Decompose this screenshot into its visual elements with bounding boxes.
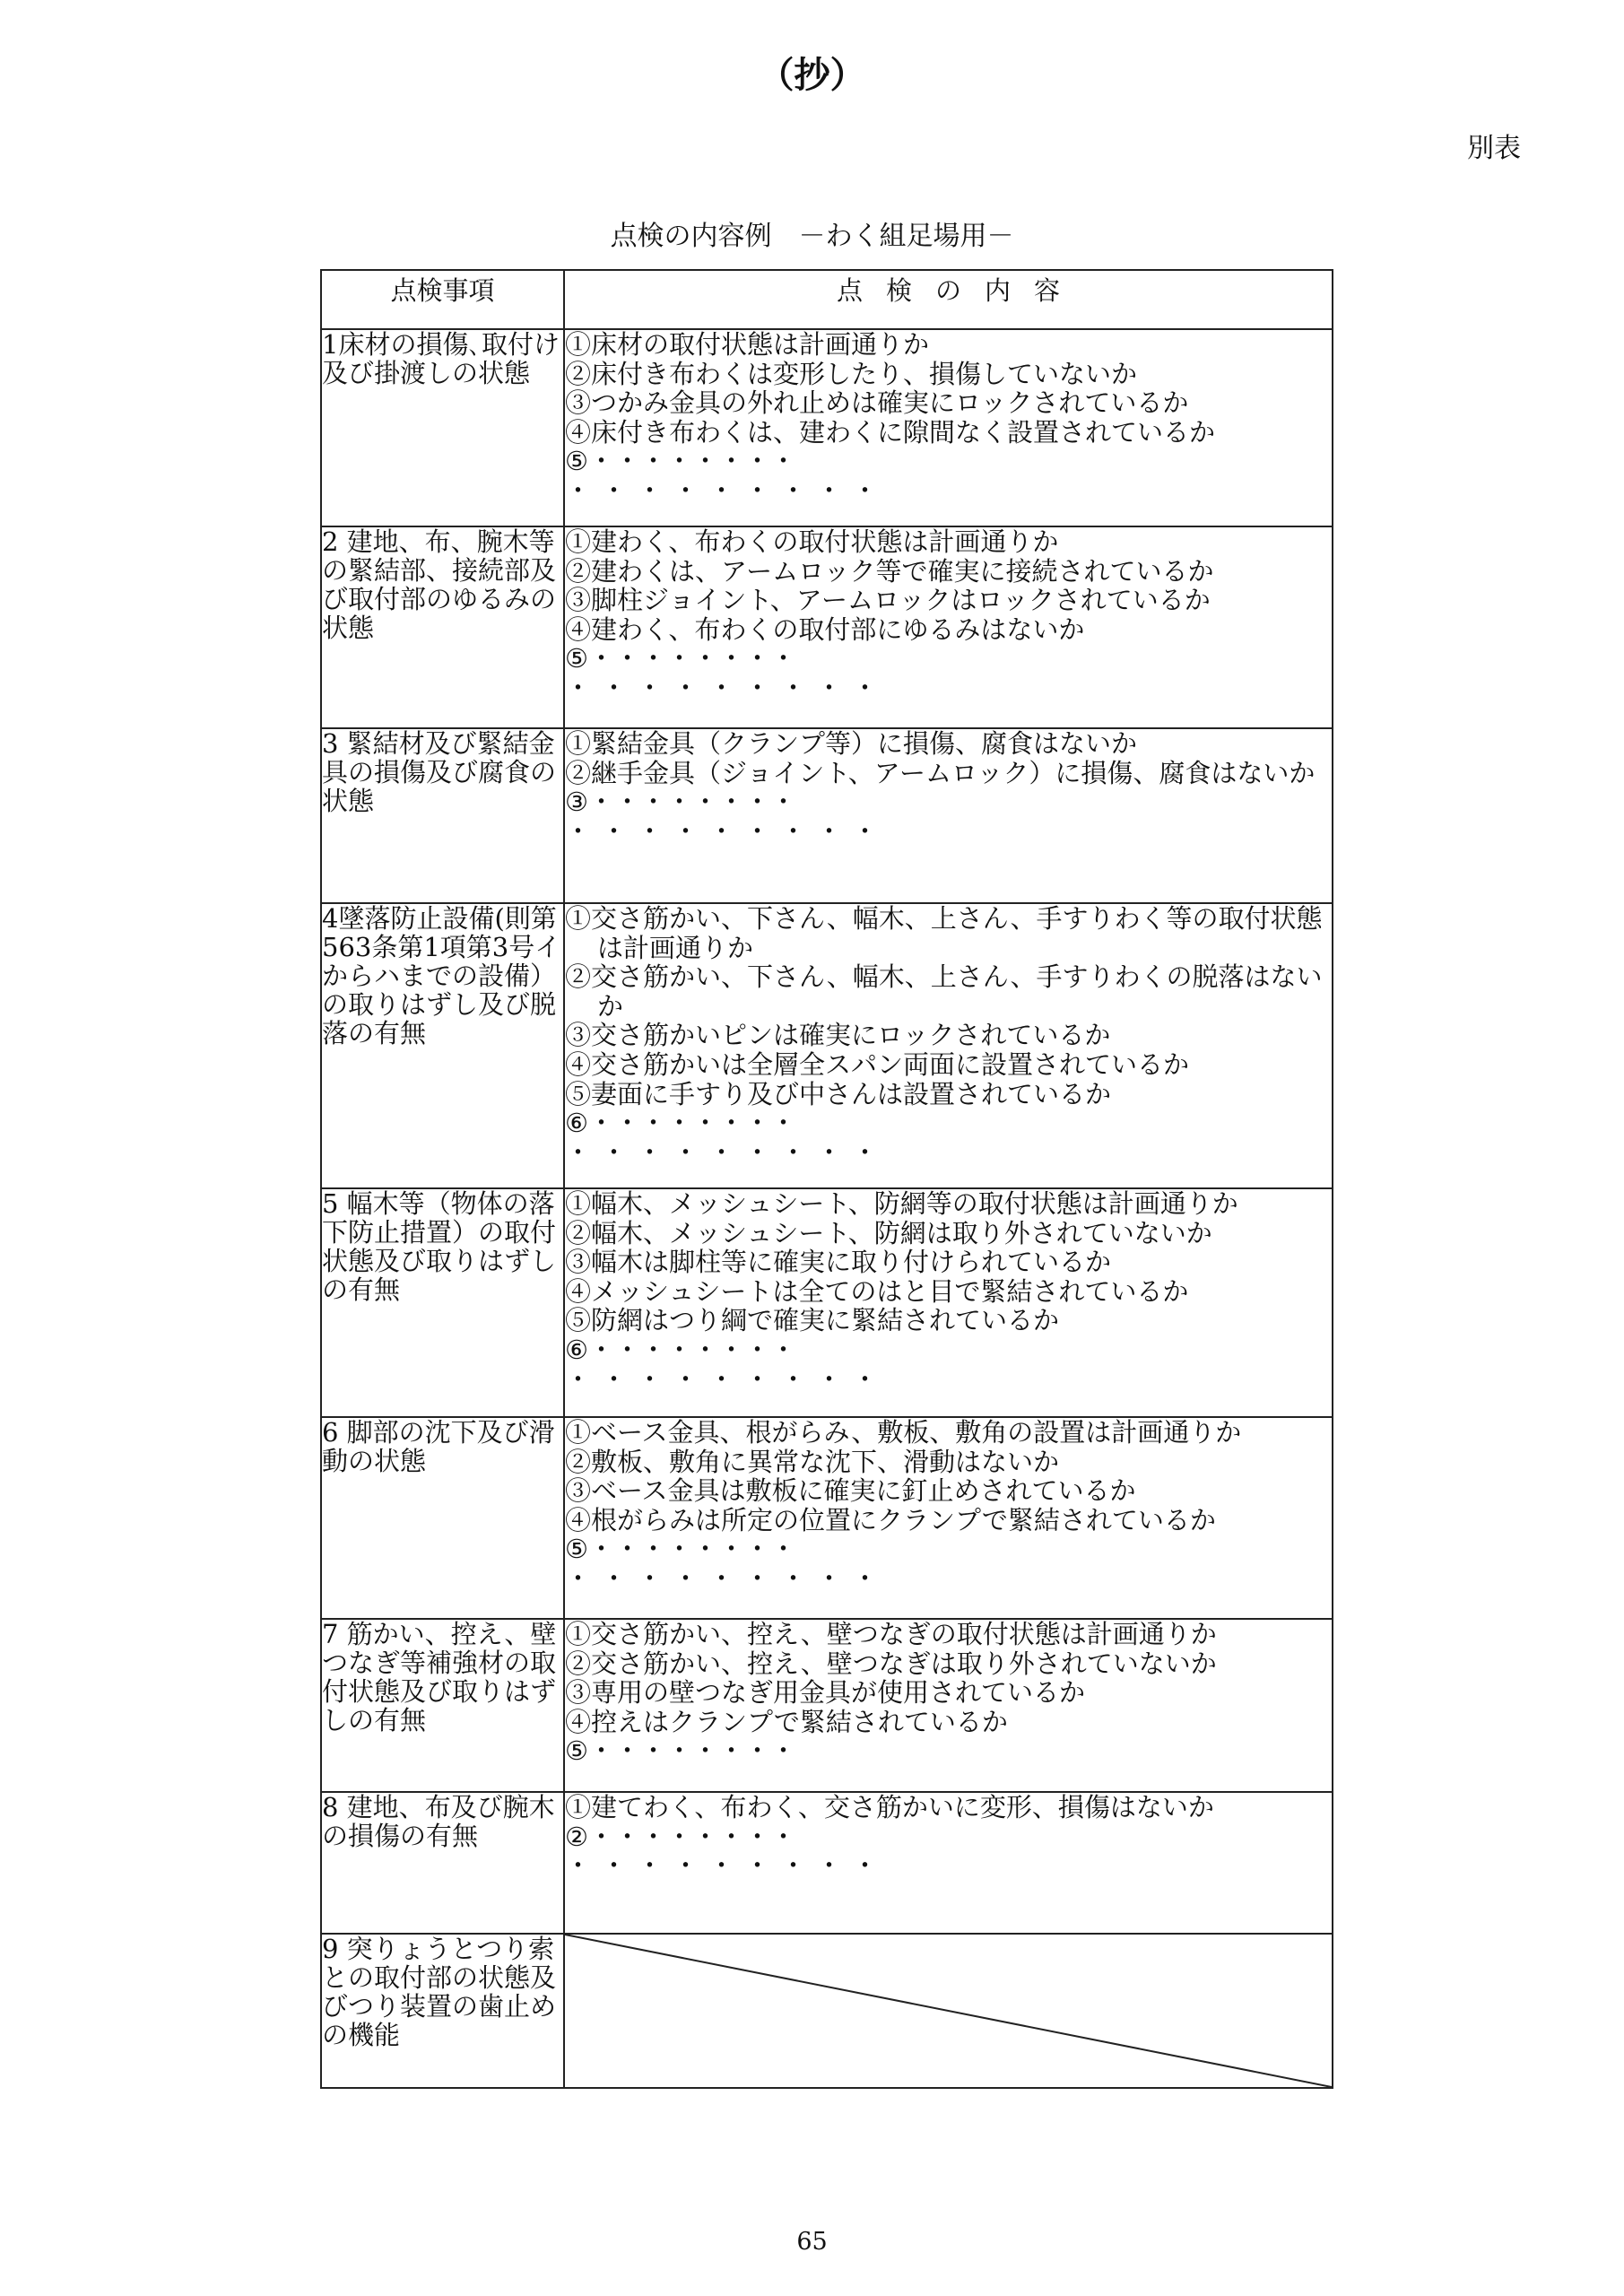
inspection-point: ③幅木は脚柱等に確実に取り付けられているか xyxy=(565,1247,1112,1278)
table-header-row xyxy=(321,270,1333,329)
inspection-point: ②床付き布わくは変形したり、損傷していないか xyxy=(565,358,1138,389)
table-row xyxy=(321,1934,1333,2088)
inspection-table xyxy=(320,269,1333,2089)
inspection-point: ⑤・・・・・・・・ xyxy=(565,446,796,477)
document-heading: （抄） xyxy=(758,54,866,96)
inspection-points xyxy=(564,1417,1333,1619)
placeholder-dots: ・・・・・・・・・ xyxy=(565,1136,889,1168)
inspection-point: ③脚柱ジョイント、アームロックはロックされているか xyxy=(565,585,1211,616)
inspection-point: ③・・・・・・・・ xyxy=(565,787,796,818)
inspection-point: ④交さ筋かいは全層全スパン両面に設置されているか xyxy=(565,1048,1190,1080)
placeholder-dots: ・・・・・・・・・ xyxy=(565,1363,889,1395)
inspection-point: ②交さ筋かい、下さん、幅木、上さん、手すりわくの脱落はないか xyxy=(565,961,1323,1022)
inspection-point: ②交さ筋かい、控え、壁つなぎは取り外されていないか xyxy=(565,1648,1217,1679)
inspection-points xyxy=(564,329,1333,526)
inspection-item: 2 建地、布、腕木等の緊結部、接続部及び取付部のゆるみの状態 xyxy=(321,526,564,728)
inspection-points xyxy=(564,1934,1333,2088)
inspection-item: 3 緊結材及び緊結金具の損傷及び腐食の状態 xyxy=(321,728,564,903)
inspection-point: ⑥・・・・・・・・ xyxy=(565,1108,796,1139)
placeholder-dots: ・・・・・・・・・ xyxy=(565,1850,889,1882)
table-row xyxy=(321,903,1333,1188)
inspection-point: ①ベース金具、根がらみ、敷板、敷角の設置は計画通りか xyxy=(565,1417,1242,1448)
inspection-point: ②・・・・・・・・ xyxy=(565,1821,796,1852)
inspection-points xyxy=(564,1619,1333,1792)
inspection-item: 4墜落防止設備(則第563条第1項第3号イからハまでの設備）の取りはずし及び脱落の有無 xyxy=(321,903,564,1188)
inspection-point: ②幅木、メッシュシート、防網は取り外されていないか xyxy=(565,1217,1212,1248)
table-row xyxy=(321,1619,1333,1792)
inspection-point: ③専用の壁つなぎ用金具が使用されているか xyxy=(565,1677,1086,1709)
inspection-points xyxy=(564,1188,1333,1417)
inspection-point: ⑤・・・・・・・・ xyxy=(565,1534,796,1565)
placeholder-dots: ・・・・・・・・・ xyxy=(565,1562,889,1594)
inspection-point: ④床付き布わくは、建わくに隙間なく設置されているか xyxy=(565,416,1216,448)
table-row xyxy=(321,526,1333,728)
inspection-point: ⑤防網はつり綱で確実に緊結されているか xyxy=(565,1305,1060,1336)
inspection-point: ②建わくは、アームロック等で確実に接続されているか xyxy=(565,555,1214,587)
inspection-item: 9 突りょうとつり索との取付部の状態及びつり装置の歯止めの機能 xyxy=(321,1934,564,2088)
annex-label: 別表 xyxy=(1467,133,1521,164)
not-applicable-diagonal-line xyxy=(565,1935,1332,2087)
placeholder-dots: ・・・・・・・・・ xyxy=(565,474,889,506)
inspection-point: ⑥・・・・・・・・ xyxy=(565,1334,796,1365)
inspection-point: ④建わく、布わくの取付部にゆるみはないか xyxy=(565,613,1085,645)
inspection-points xyxy=(564,728,1333,903)
inspection-point: ③ベース金具は敷板に確実に釘止めされているか xyxy=(565,1475,1136,1507)
inspection-point: ④控えはクランプで緊結されているか xyxy=(565,1706,1008,1737)
inspection-point: ①建わく、布わくの取付状態は計画通りか xyxy=(565,526,1059,557)
inspection-point: ①緊結金具（クランプ等）に損傷、腐食はないか xyxy=(565,728,1138,759)
inspection-point: ⑤妻面に手すり及び中さんは設置されているか xyxy=(565,1078,1112,1109)
inspection-point: ①交さ筋かい、控え、壁つなぎの取付状態は計画通りか xyxy=(565,1619,1217,1649)
inspection-point: ①交さ筋かい、下さん、幅木、上さん、手すりわく等の取付状態は計画通りか xyxy=(565,903,1323,963)
header-inspection-item: 点検事項 xyxy=(321,270,564,329)
table-row xyxy=(321,1417,1333,1619)
inspection-item: 6 脚部の沈下及び滑動の状態 xyxy=(321,1417,564,1619)
inspection-point: ①幅木、メッシュシート、防網等の取付状態は計画通りか xyxy=(565,1188,1238,1219)
table-row xyxy=(321,1792,1333,1934)
inspection-points xyxy=(564,526,1333,728)
inspection-point: ②継手金具（ジョイント、アームロック）に損傷、腐食はないか xyxy=(565,757,1316,788)
header-inspection-points: 点検の内容 xyxy=(564,270,1333,329)
inspection-point: ①建てわく、布わく、交さ筋かいに変形、損傷はないか xyxy=(565,1792,1214,1822)
page-number: 65 xyxy=(796,2228,828,2256)
inspection-item: 8 建地、布及び腕木の損傷の有無 xyxy=(321,1792,564,1934)
inspection-point: ⑤・・・・・・・・ xyxy=(565,1735,796,1767)
inspection-item: 7 筋かい、控え、壁つなぎ等補強材の取付状態及び取りはずしの有無 xyxy=(321,1619,564,1792)
inspection-point: ②敷板、敷角に異常な沈下、滑動はないか xyxy=(565,1446,1060,1477)
inspection-point: ③つかみ金具の外れ止めは確実にロックされているか xyxy=(565,387,1189,419)
inspection-point: ③交さ筋かいピンは確実にロックされているか xyxy=(565,1020,1111,1051)
inspection-point: ①床材の取付状態は計画通りか xyxy=(565,329,930,360)
inspection-points xyxy=(564,903,1333,1188)
inspection-item: 5 幅木等（物体の落下防止措置）の取付状態及び取りはずしの有無 xyxy=(321,1188,564,1417)
inspection-point: ⑤・・・・・・・・ xyxy=(565,643,796,674)
inspection-point: ④メッシュシートは全てのはと目で緊結されているか xyxy=(565,1275,1189,1307)
inspection-points xyxy=(564,1792,1333,1934)
table-row xyxy=(321,1188,1333,1417)
table-title: 点検の内容例 －わく組足場用－ xyxy=(610,221,1014,252)
inspection-point: ④根がらみは所定の位置にクランプで緊結されているか xyxy=(565,1504,1216,1535)
inspection-item: 1床材の損傷､取付け及び掛渡しの状態 xyxy=(321,329,564,526)
placeholder-dots: ・・・・・・・・・ xyxy=(565,672,889,703)
table-row xyxy=(321,728,1333,903)
table-row xyxy=(321,329,1333,526)
placeholder-dots: ・・・・・・・・・ xyxy=(565,815,889,847)
